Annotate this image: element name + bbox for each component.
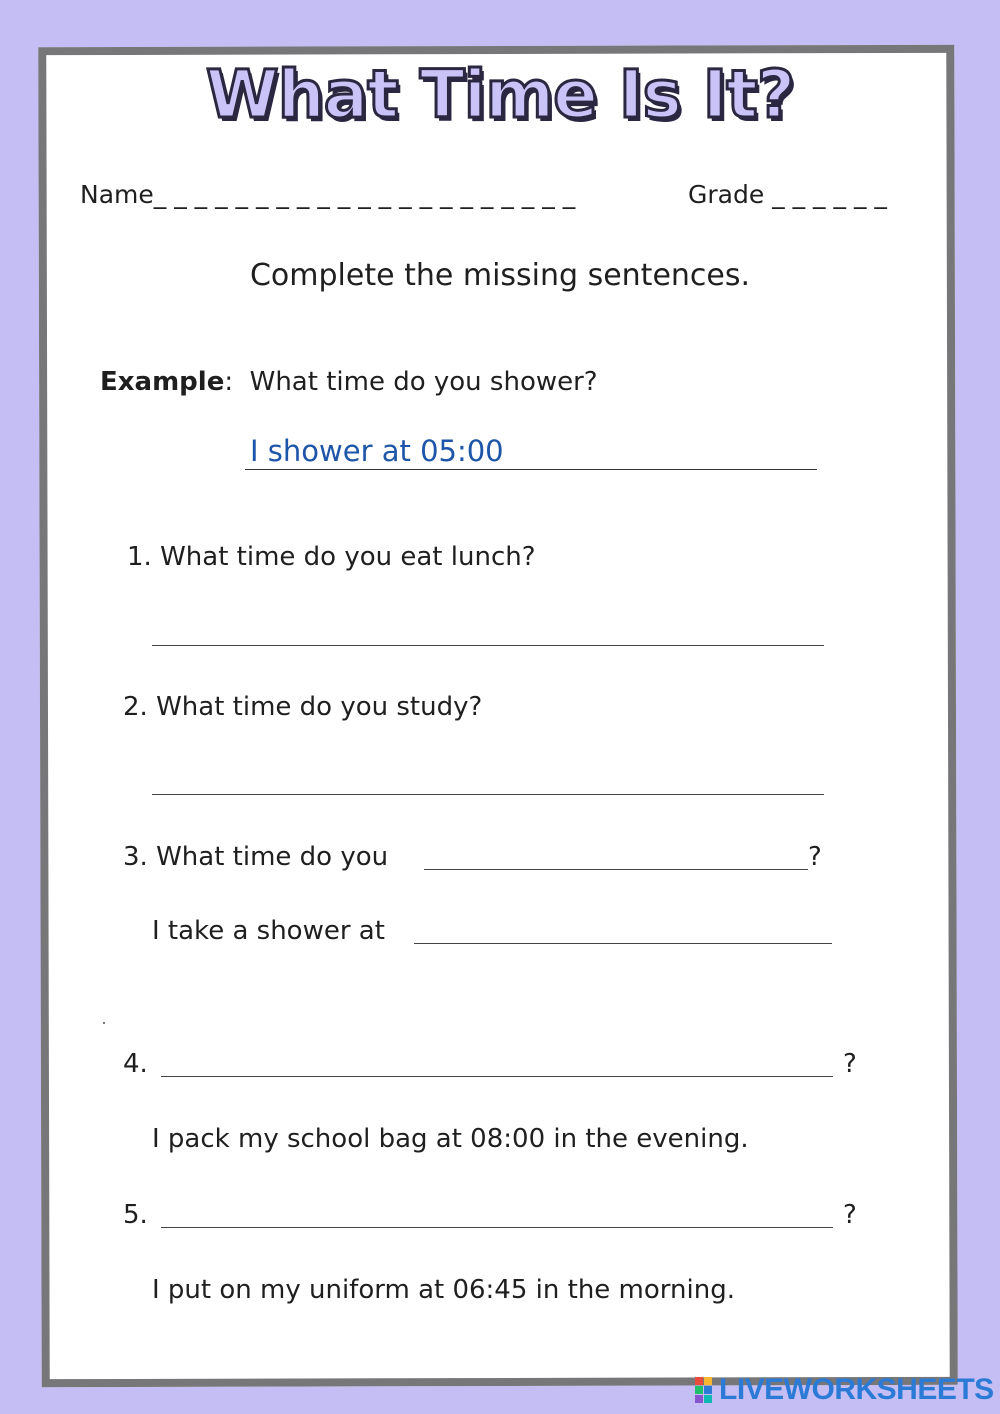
logo-text: LIVEWORKSHEETS bbox=[719, 1373, 994, 1406]
question-text: What time do you bbox=[156, 842, 389, 872]
grade-field[interactable]: Grade _ _ _ _ _ _ bbox=[688, 180, 887, 209]
question-blank-5[interactable] bbox=[161, 1227, 833, 1228]
answer-prefix-3: I take a shower at bbox=[152, 916, 385, 946]
question-blank-4[interactable] bbox=[161, 1076, 833, 1077]
question-mark: ? bbox=[843, 1049, 857, 1079]
example-answer: I shower at 05:00 bbox=[250, 434, 504, 468]
logo-blocks-icon bbox=[695, 1377, 715, 1403]
answer-text-4: I pack my school bag at 08:00 in the evening. bbox=[152, 1124, 749, 1154]
question-text: What time do you study? bbox=[156, 692, 483, 722]
answer-text-5: I put on my uniform at 06:45 in the morning. bbox=[152, 1275, 735, 1305]
question-1 bbox=[127, 542, 536, 572]
question-2 bbox=[123, 692, 482, 722]
question-text: What time do you eat lunch? bbox=[160, 542, 536, 572]
question-number-5: 5. bbox=[123, 1200, 148, 1230]
instruction-text: Complete the missing sentences. bbox=[249, 258, 751, 293]
example-question-text: : What time do you shower? bbox=[224, 367, 598, 397]
answer-blank-1[interactable] bbox=[152, 645, 824, 646]
question-blank-3[interactable] bbox=[424, 869, 808, 870]
example-question bbox=[100, 367, 598, 397]
question-3 bbox=[123, 842, 388, 872]
question-mark: ? bbox=[843, 1200, 857, 1230]
question-number: 1. bbox=[127, 542, 152, 572]
name-field[interactable]: Name_ _ _ _ _ _ _ _ _ _ _ _ _ _ _ _ _ _ _ _ _ bbox=[80, 180, 576, 209]
answer-blank-3[interactable] bbox=[414, 943, 832, 944]
answer-blank-2[interactable] bbox=[152, 794, 824, 795]
question-number: 2. bbox=[123, 692, 148, 722]
liveworksheets-logo[interactable] bbox=[695, 1374, 994, 1406]
example-label: Example bbox=[100, 367, 225, 397]
question-number-4: 4. bbox=[123, 1049, 148, 1079]
question-mark: ? bbox=[808, 842, 822, 872]
example-answer-line bbox=[245, 469, 817, 470]
speck bbox=[103, 1022, 105, 1024]
question-number: 3. bbox=[123, 842, 148, 872]
worksheet-title: What Time Is It? bbox=[205, 56, 795, 133]
